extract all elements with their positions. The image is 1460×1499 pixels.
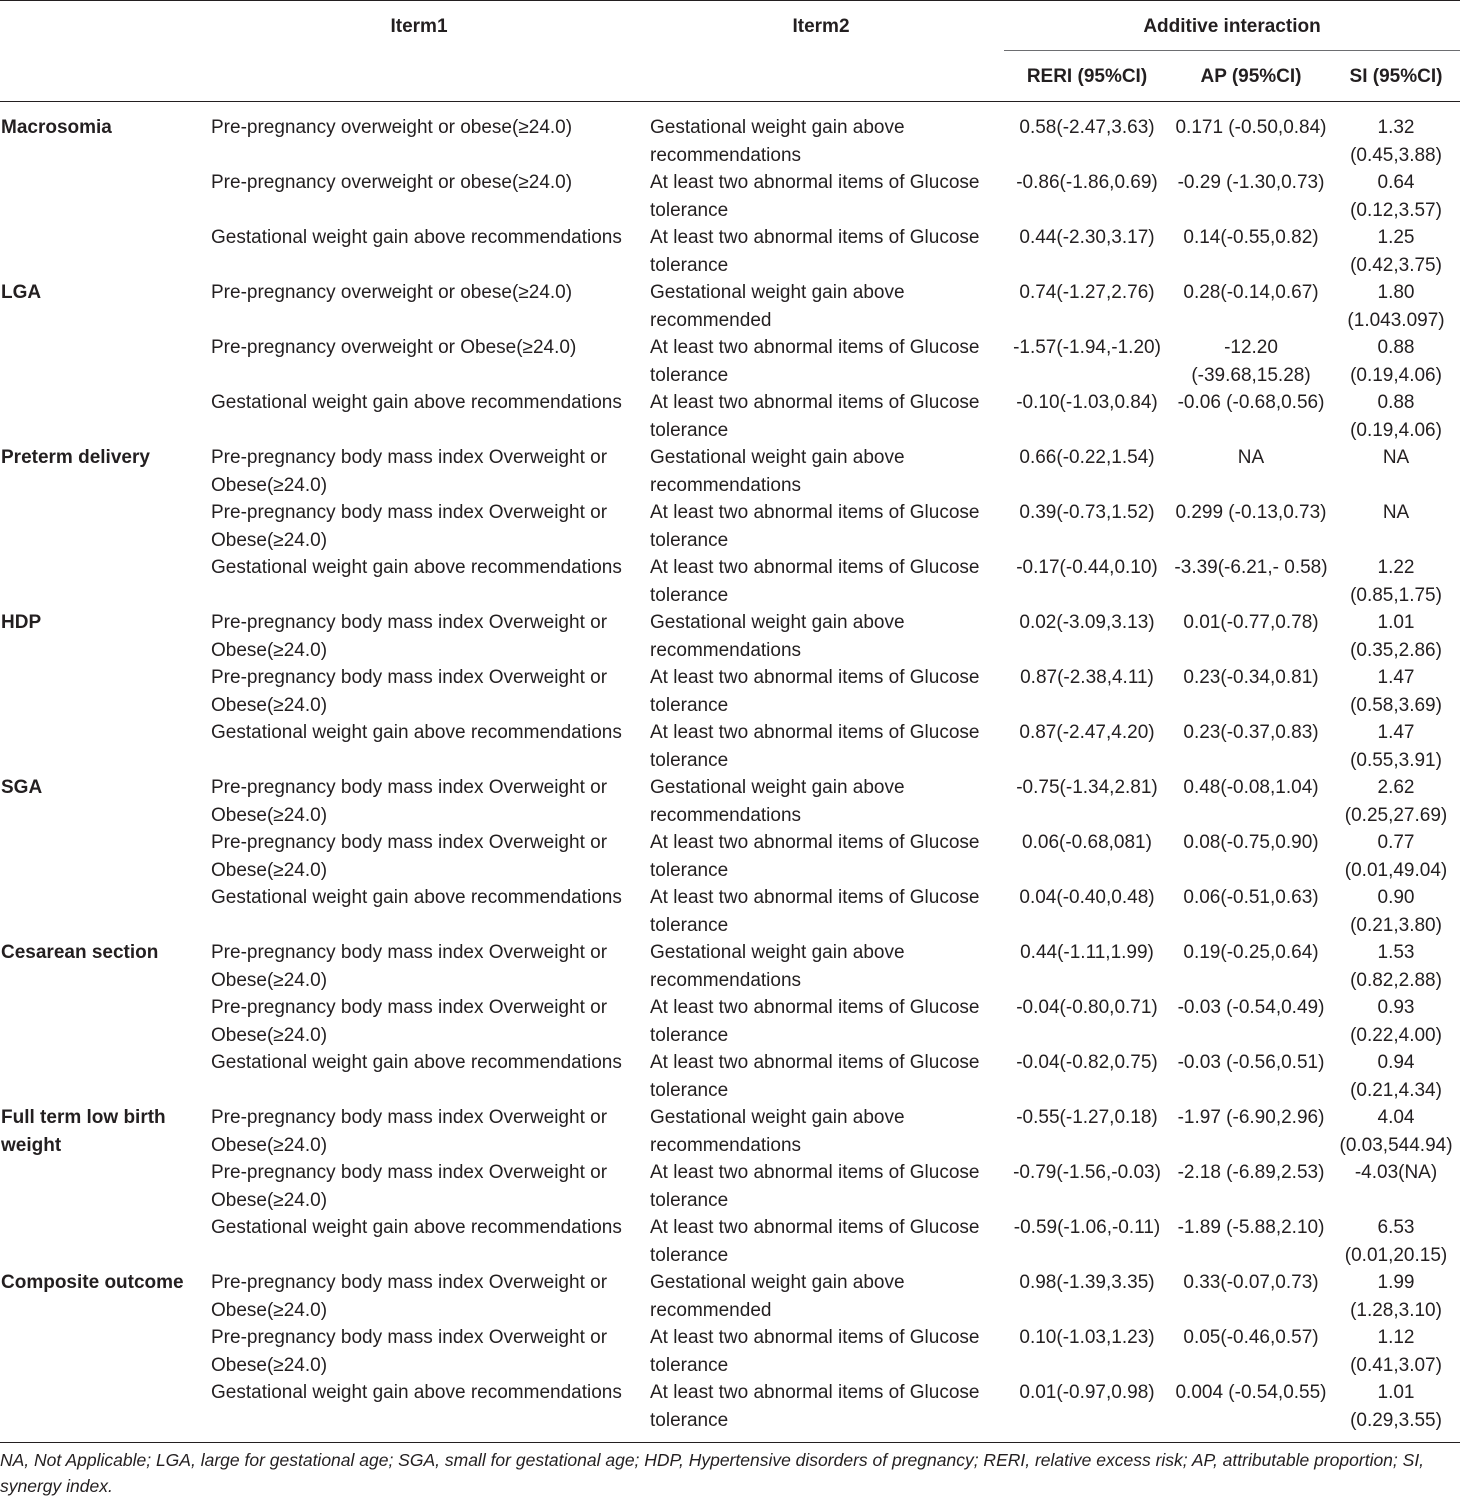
item1-cell: Gestational weight gain above recommendations xyxy=(211,887,622,908)
item1-cell: Gestational weight gain above recommendations xyxy=(211,722,622,743)
ap-cell: -0.29 (-1.30,0.73) xyxy=(1177,172,1325,193)
ap-cell: 0.23(-0.37,0.83) xyxy=(1183,722,1319,743)
table-row xyxy=(0,1104,1460,1159)
si-cell: 1.99 (1.28,3.10) xyxy=(1350,1272,1442,1321)
table-row xyxy=(0,499,1460,554)
outcome-cell xyxy=(0,1214,200,1269)
reri-cell: 0.01(-0.97,0.98) xyxy=(1004,1379,1170,1443)
reri-cell: 0.87(-2.47,4.20) xyxy=(1019,722,1155,743)
item2-cell: At least two abnormal items of Glucose tolerance xyxy=(650,1052,980,1101)
header-si: SI (95%CI) xyxy=(1332,51,1460,102)
item1-cell: Gestational weight gain above recommendations xyxy=(211,392,622,413)
item1-cell: Pre-pregnancy body mass index Overweight or Obese(≥24.0) xyxy=(211,777,608,826)
reri-cell: -0.86(-1.86,0.69) xyxy=(1016,172,1158,193)
outcome-cell: HDP xyxy=(1,612,42,633)
item1-cell: Pre-pregnancy body mass index Overweight or Obese(≥24.0) xyxy=(211,1327,608,1376)
reri-cell: 0.98(-1.39,3.35) xyxy=(1019,1272,1155,1293)
ap-cell: 0.299 (-0.13,0.73) xyxy=(1175,502,1327,523)
ap-cell: 0.171 (-0.50,0.84) xyxy=(1175,117,1327,138)
outcome-cell xyxy=(0,1049,200,1104)
ap-cell: 0.08(-0.75,0.90) xyxy=(1183,832,1319,853)
item2-cell: Gestational weight gain above recommendations xyxy=(650,942,905,991)
outcome-cell xyxy=(0,719,200,774)
item1-cell: Pre-pregnancy body mass index Overweight or Obese(≥24.0) xyxy=(211,997,608,1046)
si-cell: 6.53 (0.01,20.15) xyxy=(1344,1217,1448,1266)
reri-cell: 0.39(-0.73,1.52) xyxy=(1019,502,1155,523)
item2-cell: At least two abnormal items of Glucose tolerance xyxy=(650,887,980,936)
ap-cell: 0.004 (-0.54,0.55) xyxy=(1170,1379,1332,1443)
item1-cell: Gestational weight gain above recommendations xyxy=(211,1052,622,1073)
table-row xyxy=(0,1379,1460,1443)
reri-cell: 0.44(-2.30,3.17) xyxy=(1019,227,1155,248)
item1-cell: Pre-pregnancy body mass index Overweight or Obese(≥24.0) xyxy=(211,612,608,661)
si-cell: 0.77 (0.01,49.04) xyxy=(1344,832,1448,881)
ap-cell: 0.19(-0.25,0.64) xyxy=(1183,942,1319,963)
outcome-cell xyxy=(0,1324,200,1379)
header-item1: Iterm1 xyxy=(200,1,638,102)
outcome-cell xyxy=(0,169,200,224)
reri-cell: 0.66(-0.22,1.54) xyxy=(1019,447,1155,468)
table-row xyxy=(0,609,1460,664)
si-cell: 1.01 (0.29,3.55) xyxy=(1332,1379,1460,1443)
item2-cell: At least two abnormal items of Glucose tolerance xyxy=(650,997,980,1046)
si-cell: 1.53 (0.82,2.88) xyxy=(1350,942,1442,991)
item2-cell: At least two abnormal items of Glucose tolerance xyxy=(650,1162,980,1211)
item1-cell: Gestational weight gain above recommendations xyxy=(211,1217,622,1238)
reri-cell: -1.57(-1.94,-1.20) xyxy=(1013,337,1161,358)
header-item2: Iterm2 xyxy=(638,1,1004,102)
item2-cell: At least two abnormal items of Glucose tolerance xyxy=(650,557,980,606)
si-cell: 2.62 (0.25,27.69) xyxy=(1344,777,1448,826)
item2-cell: At least two abnormal items of Glucose tolerance xyxy=(650,337,980,386)
table-row xyxy=(0,102,1460,170)
si-cell: 0.93 (0.22,4.00) xyxy=(1350,997,1442,1046)
item1-cell: Gestational weight gain above recommendations xyxy=(211,227,622,248)
table-footnote: NA, Not Applicable; LGA, large for gestational age; SGA, small for gestational age; HDP, Hypertensive disorders of pregnancy; RERI, relative excess risk; AP, attributable proportion; SI, synergy index. xyxy=(0,1450,1425,1496)
si-cell: 1.47 (0.58,3.69) xyxy=(1350,667,1442,716)
outcome-cell xyxy=(0,829,200,884)
si-cell: 0.64 (0.12,3.57) xyxy=(1350,172,1442,221)
item1-cell: Pre-pregnancy overweight or obese(≥24.0) xyxy=(211,282,573,303)
outcome-cell xyxy=(0,994,200,1049)
reri-cell: 0.44(-1.11,1.99) xyxy=(1020,942,1154,963)
outcome-cell xyxy=(0,1159,200,1214)
table-row xyxy=(0,1324,1460,1379)
reri-cell: -0.55(-1.27,0.18) xyxy=(1016,1107,1158,1128)
table-row xyxy=(0,554,1460,609)
item2-cell: At least two abnormal items of Glucose tolerance xyxy=(650,667,980,716)
table-row xyxy=(0,1159,1460,1214)
table-row xyxy=(0,884,1460,939)
ap-cell: -12.20 (-39.68,15.28) xyxy=(1191,337,1311,386)
table-row xyxy=(0,1049,1460,1104)
ap-cell: NA xyxy=(1237,447,1265,468)
table-body xyxy=(0,102,1460,1443)
outcome-cell: Preterm delivery xyxy=(1,447,150,468)
item1-cell: Pre-pregnancy body mass index Overweight or Obese(≥24.0) xyxy=(211,832,608,881)
header-blank xyxy=(0,1,200,51)
table-row xyxy=(0,664,1460,719)
outcome-cell: LGA xyxy=(1,282,42,303)
si-cell: NA xyxy=(1382,502,1410,523)
item1-cell: Pre-pregnancy overweight or Obese(≥24.0) xyxy=(211,337,577,358)
reri-cell: -0.10(-1.03,0.84) xyxy=(1016,392,1158,413)
table-row xyxy=(0,939,1460,994)
reri-cell: -0.17(-0.44,0.10) xyxy=(1016,557,1158,578)
table-row xyxy=(0,279,1460,334)
item2-cell: At least two abnormal items of Glucose tolerance xyxy=(638,1379,1004,1443)
table-row xyxy=(0,1214,1460,1269)
item2-cell: Gestational weight gain above recommendations xyxy=(650,612,905,661)
outcome-cell xyxy=(0,224,200,279)
item2-cell: At least two abnormal items of Glucose tolerance xyxy=(650,227,980,276)
reri-cell: 0.87(-2.38,4.11) xyxy=(1020,667,1154,688)
outcome-cell xyxy=(0,1379,200,1443)
reri-cell: -0.79(-1.56,-0.03) xyxy=(1013,1162,1161,1183)
reri-cell: 0.04(-0.40,0.48) xyxy=(1019,887,1155,908)
item1-cell: Pre-pregnancy body mass index Overweight or Obese(≥24.0) xyxy=(211,667,608,716)
si-cell: 1.22 (0.85,1.75) xyxy=(1350,557,1442,606)
ap-cell: 0.14(-0.55,0.82) xyxy=(1183,227,1319,248)
item2-cell: At least two abnormal items of Glucose tolerance xyxy=(650,1327,980,1376)
item2-cell: Gestational weight gain above recommendations xyxy=(650,777,905,826)
table-row xyxy=(0,1269,1460,1324)
si-cell: 0.90 (0.21,3.80) xyxy=(1350,887,1442,936)
ap-cell: 0.33(-0.07,0.73) xyxy=(1183,1272,1319,1293)
outcome-cell: SGA xyxy=(1,777,43,798)
si-cell: 1.01 (0.35,2.86) xyxy=(1350,612,1442,661)
item1-cell: Pre-pregnancy body mass index Overweight or Obese(≥24.0) xyxy=(211,1107,608,1156)
table-row xyxy=(0,224,1460,279)
header-additive-interaction: Additive interaction xyxy=(1004,1,1460,51)
header-blank-2 xyxy=(0,51,200,102)
ap-cell: -0.03 (-0.54,0.49) xyxy=(1177,997,1325,1018)
reri-cell: -0.75(-1.34,2.81) xyxy=(1016,777,1158,798)
outcome-cell: Cesarean section xyxy=(1,942,159,963)
item2-cell: At least two abnormal items of Glucose tolerance xyxy=(650,1217,980,1266)
ap-cell: 0.01(-0.77,0.78) xyxy=(1183,612,1319,633)
outcome-cell: Full term low birth weight xyxy=(1,1107,166,1156)
ap-cell: -1.97 (-6.90,2.96) xyxy=(1177,1107,1325,1128)
item2-cell: Gestational weight gain above recommendations xyxy=(650,447,905,496)
si-cell: 1.47 (0.55,3.91) xyxy=(1350,722,1442,771)
item1-cell: Pre-pregnancy body mass index Overweight or Obese(≥24.0) xyxy=(211,1162,608,1211)
outcome-cell xyxy=(0,664,200,719)
table-row xyxy=(0,719,1460,774)
ap-cell: 0.23(-0.34,0.81) xyxy=(1183,667,1319,688)
table-row xyxy=(0,829,1460,884)
si-cell: 1.32 (0.45,3.88) xyxy=(1350,117,1442,166)
table-row xyxy=(0,169,1460,224)
table-row xyxy=(0,389,1460,444)
item2-cell: Gestational weight gain above recommendations xyxy=(650,1107,905,1156)
item1-cell: Pre-pregnancy body mass index Overweight or Obese(≥24.0) xyxy=(211,502,608,551)
reri-cell: 0.74(-1.27,2.76) xyxy=(1019,282,1155,303)
ap-cell: -1.89 (-5.88,2.10) xyxy=(1177,1217,1325,1238)
header-reri: RERI (95%CI) xyxy=(1004,51,1170,102)
reri-cell: -0.59(-1.06,-0.11) xyxy=(1013,1217,1161,1238)
table-row xyxy=(0,774,1460,829)
item2-cell: Gestational weight gain above recommendations xyxy=(650,117,905,166)
reri-cell: 0.58(-2.47,3.63) xyxy=(1019,117,1155,138)
ap-cell: 0.05(-0.46,0.57) xyxy=(1183,1327,1319,1348)
table-row xyxy=(0,994,1460,1049)
item1-cell: Pre-pregnancy overweight or obese(≥24.0) xyxy=(211,172,573,193)
ap-cell: -0.06 (-0.68,0.56) xyxy=(1177,392,1325,413)
reri-cell: 0.10(-1.03,1.23) xyxy=(1019,1327,1155,1348)
item2-cell: Gestational weight gain above recommended xyxy=(650,1272,905,1321)
item1-cell: Pre-pregnancy body mass index Overweight or Obese(≥24.0) xyxy=(211,1272,608,1321)
item1-cell: Gestational weight gain above recommendations xyxy=(200,1379,638,1443)
si-cell: NA xyxy=(1382,447,1410,468)
ap-cell: -0.03 (-0.56,0.51) xyxy=(1177,1052,1325,1073)
item1-cell: Pre-pregnancy overweight or obese(≥24.0) xyxy=(211,117,573,138)
ap-cell: 0.28(-0.14,0.67) xyxy=(1183,282,1319,303)
table-header xyxy=(0,1,1460,102)
si-cell: 1.25 (0.42,3.75) xyxy=(1350,227,1442,276)
item2-cell: At least two abnormal items of Glucose tolerance xyxy=(650,832,980,881)
si-cell: 1.80 (1.043.097) xyxy=(1347,282,1445,331)
table-row xyxy=(0,334,1460,389)
reri-cell: -0.04(-0.82,0.75) xyxy=(1016,1052,1158,1073)
ap-cell: -3.39(-6.21,- 0.58) xyxy=(1174,557,1328,578)
item2-cell: Gestational weight gain above recommended xyxy=(650,282,905,331)
ap-cell: 0.06(-0.51,0.63) xyxy=(1183,887,1319,908)
ap-cell: -2.18 (-6.89,2.53) xyxy=(1177,1162,1325,1183)
reri-cell: 0.02(-3.09,3.13) xyxy=(1019,612,1155,633)
si-cell: 1.12 (0.41,3.07) xyxy=(1350,1327,1442,1376)
outcome-cell xyxy=(0,499,200,554)
reri-cell: 0.06(-0.68,081) xyxy=(1022,832,1152,853)
si-cell: 0.88 (0.19,4.06) xyxy=(1350,392,1442,441)
reri-cell: -0.04(-0.80,0.71) xyxy=(1016,997,1158,1018)
si-cell: 0.88 (0.19,4.06) xyxy=(1350,337,1442,386)
header-ap: AP (95%CI) xyxy=(1170,51,1332,102)
item1-cell: Pre-pregnancy body mass index Overweight or Obese(≥24.0) xyxy=(211,447,608,496)
item1-cell: Gestational weight gain above recommendations xyxy=(211,557,622,578)
outcome-cell: Composite outcome xyxy=(1,1272,184,1293)
outcome-cell xyxy=(0,554,200,609)
si-cell: -4.03(NA) xyxy=(1354,1162,1438,1183)
outcome-cell: Macrosomia xyxy=(1,117,112,138)
outcome-cell xyxy=(0,884,200,939)
item2-cell: At least two abnormal items of Glucose tolerance xyxy=(650,722,980,771)
item2-cell: At least two abnormal items of Glucose tolerance xyxy=(650,172,980,221)
item2-cell: At least two abnormal items of Glucose tolerance xyxy=(650,502,980,551)
si-cell: 4.04 (0.03,544.94) xyxy=(1339,1107,1453,1156)
item1-cell: Pre-pregnancy body mass index Overweight or Obese(≥24.0) xyxy=(211,942,608,991)
table-row xyxy=(0,444,1460,499)
outcome-cell xyxy=(0,334,200,389)
outcome-cell xyxy=(0,389,200,444)
si-cell: 0.94 (0.21,4.34) xyxy=(1350,1052,1442,1101)
ap-cell: 0.48(-0.08,1.04) xyxy=(1183,777,1319,798)
item2-cell: At least two abnormal items of Glucose tolerance xyxy=(650,392,980,441)
